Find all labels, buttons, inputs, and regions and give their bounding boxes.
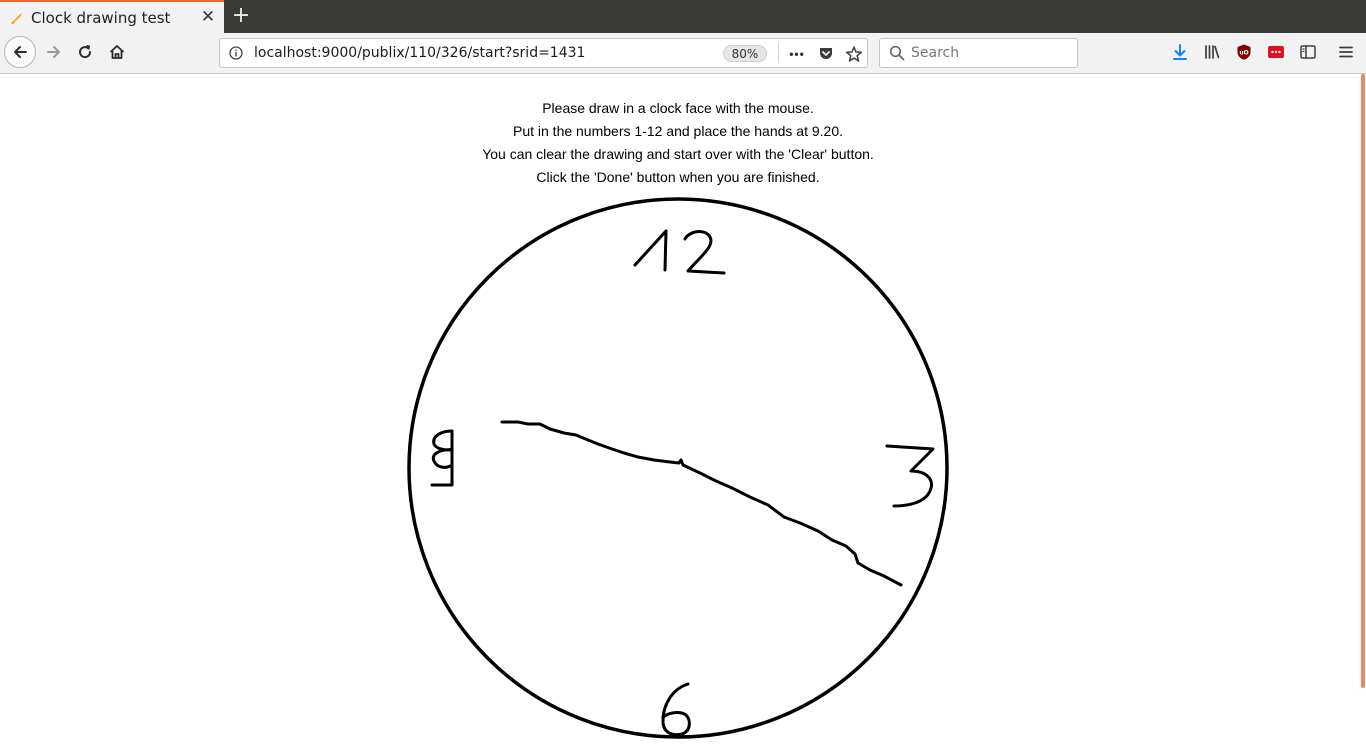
reload-button[interactable] bbox=[70, 37, 100, 67]
instruction-line-1: Please draw in a clock face with the mouse. bbox=[542, 100, 814, 116]
nav-toolbar bbox=[0, 33, 1366, 74]
ublock-origin-icon bbox=[1235, 43, 1253, 61]
menu-button[interactable] bbox=[1335, 41, 1357, 63]
forward-button[interactable] bbox=[39, 37, 69, 67]
instruction-line-2: Put in the numbers 1-12 and place the hands at 9.20. bbox=[512, 123, 843, 139]
library-button[interactable] bbox=[1201, 41, 1223, 63]
ublock-origin-button[interactable] bbox=[1233, 41, 1255, 63]
forward-arrow-icon bbox=[45, 43, 63, 61]
clock-hand-stroke bbox=[502, 422, 901, 585]
zoom-level-badge[interactable]: 80% bbox=[723, 45, 767, 62]
instruction-line-4: Click the 'Done' button when you are finished. bbox=[536, 169, 820, 185]
site-info-icon[interactable] bbox=[229, 46, 243, 60]
tab-close-icon[interactable]: ✕ bbox=[200, 7, 216, 27]
sidebar-icon bbox=[1299, 43, 1317, 61]
hamburger-menu-icon bbox=[1337, 43, 1355, 61]
numeral-12 bbox=[635, 231, 724, 273]
search-bar[interactable] bbox=[879, 38, 1078, 68]
tab-title: Clock drawing test bbox=[31, 9, 171, 27]
svg-text:uO: uO bbox=[1239, 49, 1249, 57]
download-button[interactable] bbox=[1169, 41, 1191, 63]
numeral-3 bbox=[887, 446, 933, 506]
reload-icon bbox=[76, 43, 94, 61]
back-arrow-icon bbox=[11, 43, 29, 61]
url-bar-divider bbox=[778, 43, 779, 63]
url-text[interactable]: localhost:9000/publix/110/326/start?srid=1431 bbox=[254, 45, 586, 61]
home-button[interactable] bbox=[102, 37, 132, 67]
new-tab-button[interactable]: + bbox=[231, 3, 251, 28]
back-button[interactable] bbox=[4, 36, 36, 68]
clock-circle bbox=[409, 199, 947, 737]
tab-strip bbox=[0, 0, 1366, 33]
home-icon bbox=[108, 43, 126, 61]
download-icon bbox=[1171, 43, 1189, 61]
numeral-9 bbox=[432, 431, 452, 485]
drawing-canvas[interactable] bbox=[400, 193, 956, 744]
tab-active[interactable] bbox=[0, 0, 224, 33]
bookmark-star-icon[interactable] bbox=[844, 44, 864, 64]
numeral-6 bbox=[663, 684, 689, 735]
url-bar[interactable] bbox=[219, 38, 868, 68]
page-actions-icon[interactable]: ••• bbox=[789, 47, 805, 61]
search-placeholder: Search bbox=[911, 45, 960, 61]
page-scrollbar-thumb[interactable] bbox=[1361, 74, 1365, 688]
instructions bbox=[0, 97, 1356, 189]
sidebar-button[interactable] bbox=[1297, 41, 1319, 63]
pocket-icon[interactable] bbox=[816, 44, 836, 64]
library-icon bbox=[1203, 43, 1221, 61]
instruction-line-3: You can clear the drawing and start over with the 'Clear' button. bbox=[482, 146, 874, 162]
favicon-icon bbox=[9, 10, 25, 26]
search-icon bbox=[889, 45, 905, 66]
extension-icon bbox=[1267, 43, 1285, 61]
extension-button[interactable] bbox=[1265, 41, 1287, 63]
